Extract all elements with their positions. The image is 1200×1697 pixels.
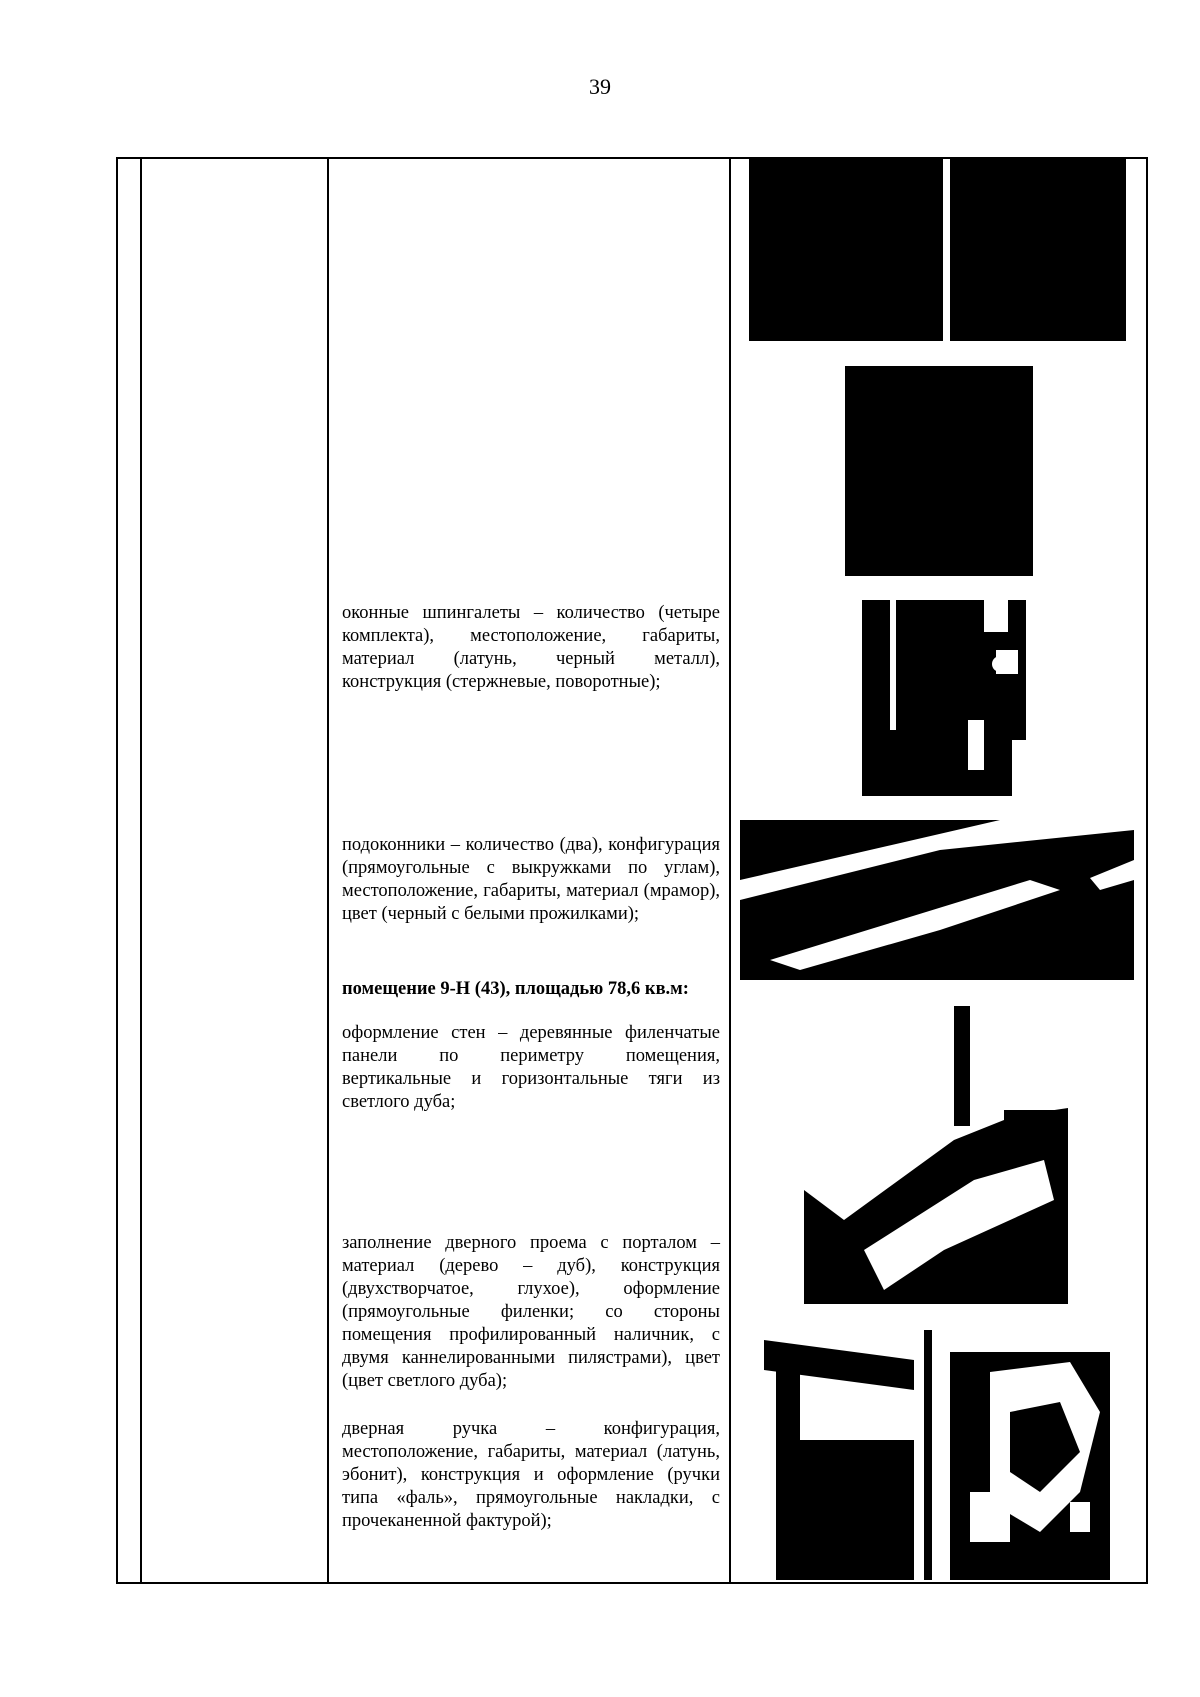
- windowsills-text: подоконники – количество (два), конфигурация (прямоугольные с выкружками по углам), местоположение, габариты, материал (мрамор), цвет (черный с белыми прожилками);: [342, 835, 720, 924]
- door-handle-text: дверная ручка – конфигурация, местоположение, габариты, материал (латунь, эбонит), конструкция и оформление (ручки типа «фаль», прямоугольные накладки, с прочеканенной фактурой);: [342, 1419, 720, 1531]
- door-filling-text: заполнение дверного проема с порталом – материал (дерево – дуб), конструкция (двухстворчатое, глухое), оформление (прямоугольные филенки; со стороны помещения профилированный наличник, с двумя каннелированными пилястрами), цвет (цвет светлого дуба);: [342, 1233, 720, 1391]
- page-number: 39: [589, 74, 611, 99]
- window-photo-right: [950, 157, 1126, 341]
- wall-decoration-text: оформление стен – деревянные филенчатые панели по периметру помещения, вертикальные и горизонтальные тяги из светлого дуба;: [342, 1023, 720, 1112]
- door-portal-photo: [764, 1330, 932, 1580]
- window-latch-photo: [850, 600, 1026, 796]
- window-photo-left: [749, 157, 943, 341]
- window-latches-text: оконные шпингалеты – количество (четыре комплекта), местоположение, габариты, материал (латунь, черный металл), конструкция (стержневые, поворотные);: [342, 603, 720, 692]
- column-divider: [327, 157, 329, 1584]
- column-divider: [729, 157, 731, 1584]
- column-divider: [140, 157, 142, 1584]
- windowsill-photo: [740, 820, 1134, 980]
- wall-panels-photo: [804, 1000, 1068, 1304]
- door-handle-photo: [950, 1352, 1110, 1580]
- room-heading: помещение 9-Н (43), площадью 78,6 кв.м:: [342, 979, 689, 999]
- window-photo: [845, 366, 1033, 576]
